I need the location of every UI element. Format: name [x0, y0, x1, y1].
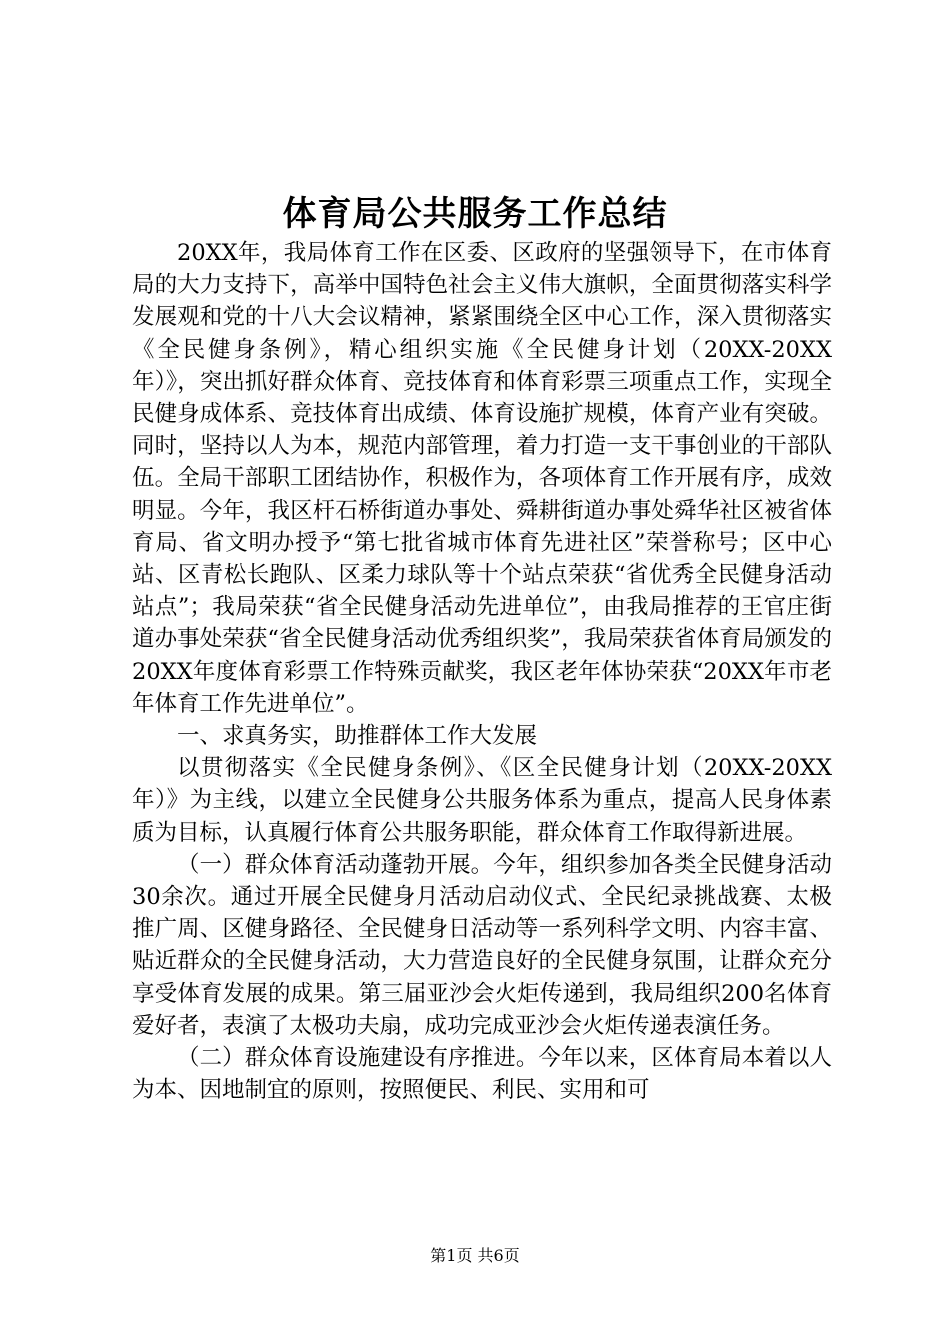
paragraph-section-1: 以贯彻落实《全民健身条例》、《区全民健身计划（20XX-20XX年）》为主线，以建立全民健身公共服务体系为重点，提高人民身体素质为目标，认真履行体育公共服务职能，群众体育工作取得新进展。 [132, 755, 832, 846]
page-footer: 第1页 共6页 [430, 1246, 520, 1265]
section-heading-1: 一、求真务实，助推群体工作大发展 [177, 723, 538, 750]
paragraph-subsection-1: （一）群众体育活动蓬勃开展。今年，组织参加各类全民健身活动30余次。通过开展全民健身月活动启动仪式、全民纪录挑战赛、太极推广周、区健身路径、全民健身日活动等一系列科学文明、内容丰富、贴近群众的全民健身活动，大力营造良好的全民健身氛围，让群众充分享受体育发展的成果。第三届亚沙会火炬传递到，我局组织200名体育爱好者，表演了太极功夫扇，成功完成亚沙会火炬传递表演任务。 [132, 851, 832, 1039]
document-title: 体育局公共服务工作总结 [282, 194, 668, 234]
paragraph-intro: 20XX年，我局体育工作在区委、区政府的坚强领导下，在市体育局的大力支持下，高举中国特色社会主义伟大旗帜，全面贯彻落实科学发展观和党的十八大会议精神，紧紧围绕全区中心工作，深入贯彻落实《全民健身条例》，精心组织实施《全民健身计划（20XX-20XX年）》，突出抓好群众体育、竞技体育和体育彩票三项重点工作，实现全民健身成体系、竞技体育出成绩、体育设施扩规模，体育产业有突破。同时，坚持以人为本，规范内部管理，着力打造一支干事创业的干部队伍。全局干部职工团结协作，积极作为，各项体育工作开展有序，成效明显。今年，我区杆石桥街道办事处、舜耕街道办事处舜华社区被省体育局、省文明办授予“第七批省城市体育先进社区”荣誉称号；区中心站、区青松长跑队、区柔力球队等十个站点荣获“省优秀全民健身活动站点”；我局荣获“省全民健身活动先进单位”，由我局推荐的王官庄街道办事处荣获“省全民健身活动优秀组织奖”，我局荣获省体育局颁发的20XX年度体育彩票工作特殊贡献奖，我区老年体协荣获“20XX年市老年体育工作先进单位”。 [132, 240, 832, 717]
document-body [132, 237, 832, 1106]
paragraph-subsection-2: （二）群众体育设施建设有序推进。今年以来，区体育局本着以人为本、因地制宜的原则，按照便民、利民、实用和可 [132, 1045, 832, 1104]
